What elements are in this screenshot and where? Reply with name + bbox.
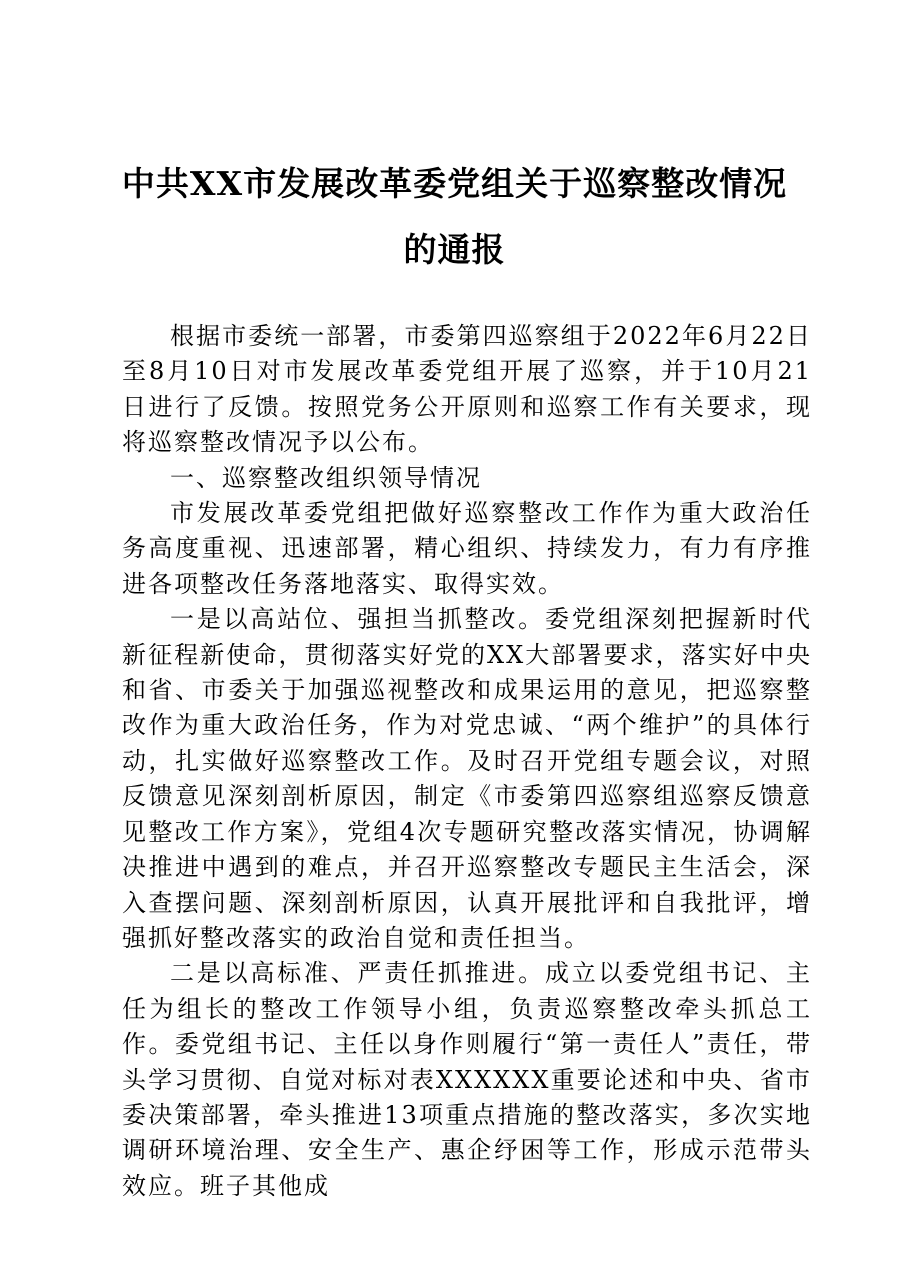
paragraph-section-1-overview: 市发展改革委党组把做好巡察整改工作作为重大政治任务高度重视、迅速部署，精心组织、持续发力，有力有序推进各项整改任务落地落实、取得实效。: [122, 499, 812, 598]
section-heading-1: 一、巡察整改组织领导情况: [170, 463, 482, 492]
document-title-line-2: 的通报: [403, 230, 506, 269]
paragraph-point-2: 二是以高标准、严责任抓推进。成立以委党组书记、主任为组长的整改工作领导小组，负责巡察整改牵头抓总工作。委党组书记、主任以身作则履行“第一责任人”责任，带头学习贯彻、自觉对标对表XXXXXX重要论述和中央、省市委决策部署，牵头推进13项重点措施的整改落实，多次实地调研环境治理、安全生产、惠企纾困等工作，形成示范带头效应。班子其他成: [122, 959, 812, 1200]
document-title-line-1: 中共XX市发展改革委党组关于巡察整改情况: [121, 164, 788, 203]
paragraph-point-1: 一是以高站位、强担当抓整改。委党组深刻把握新时代新征程新使命，贯彻落实好党的XX大部署要求，落实好中央和省、市委关于加强巡视整改和成果运用的意见，把巡察整改作为重大政治任务，作为对党忠诚、“两个维护”的具体行动，扎实做好巡察整改工作。及时召开党组专题会议，对照反馈意见深刻剖析原因，制定《市委第四巡察组巡察反馈意见整改工作方案》，党组4次专题研究整改落实情况，协调解决推进中遇到的难点，并召开巡察整改专题民主生活会，深入查摆问题、深刻剖析原因，认真开展批评和自我批评，增强抓好整改落实的政治自觉和责任担当。: [122, 605, 812, 952]
paragraph-intro: 根据市委统一部署，市委第四巡察组于2022年6月22日至8月10日对市发展改革委党组开展了巡察，并于10月21日进行了反馈。按照党务公开原则和巡察工作有关要求，现将巡察整改情况予以公布。: [122, 322, 812, 457]
document-body: [122, 319, 812, 1204]
